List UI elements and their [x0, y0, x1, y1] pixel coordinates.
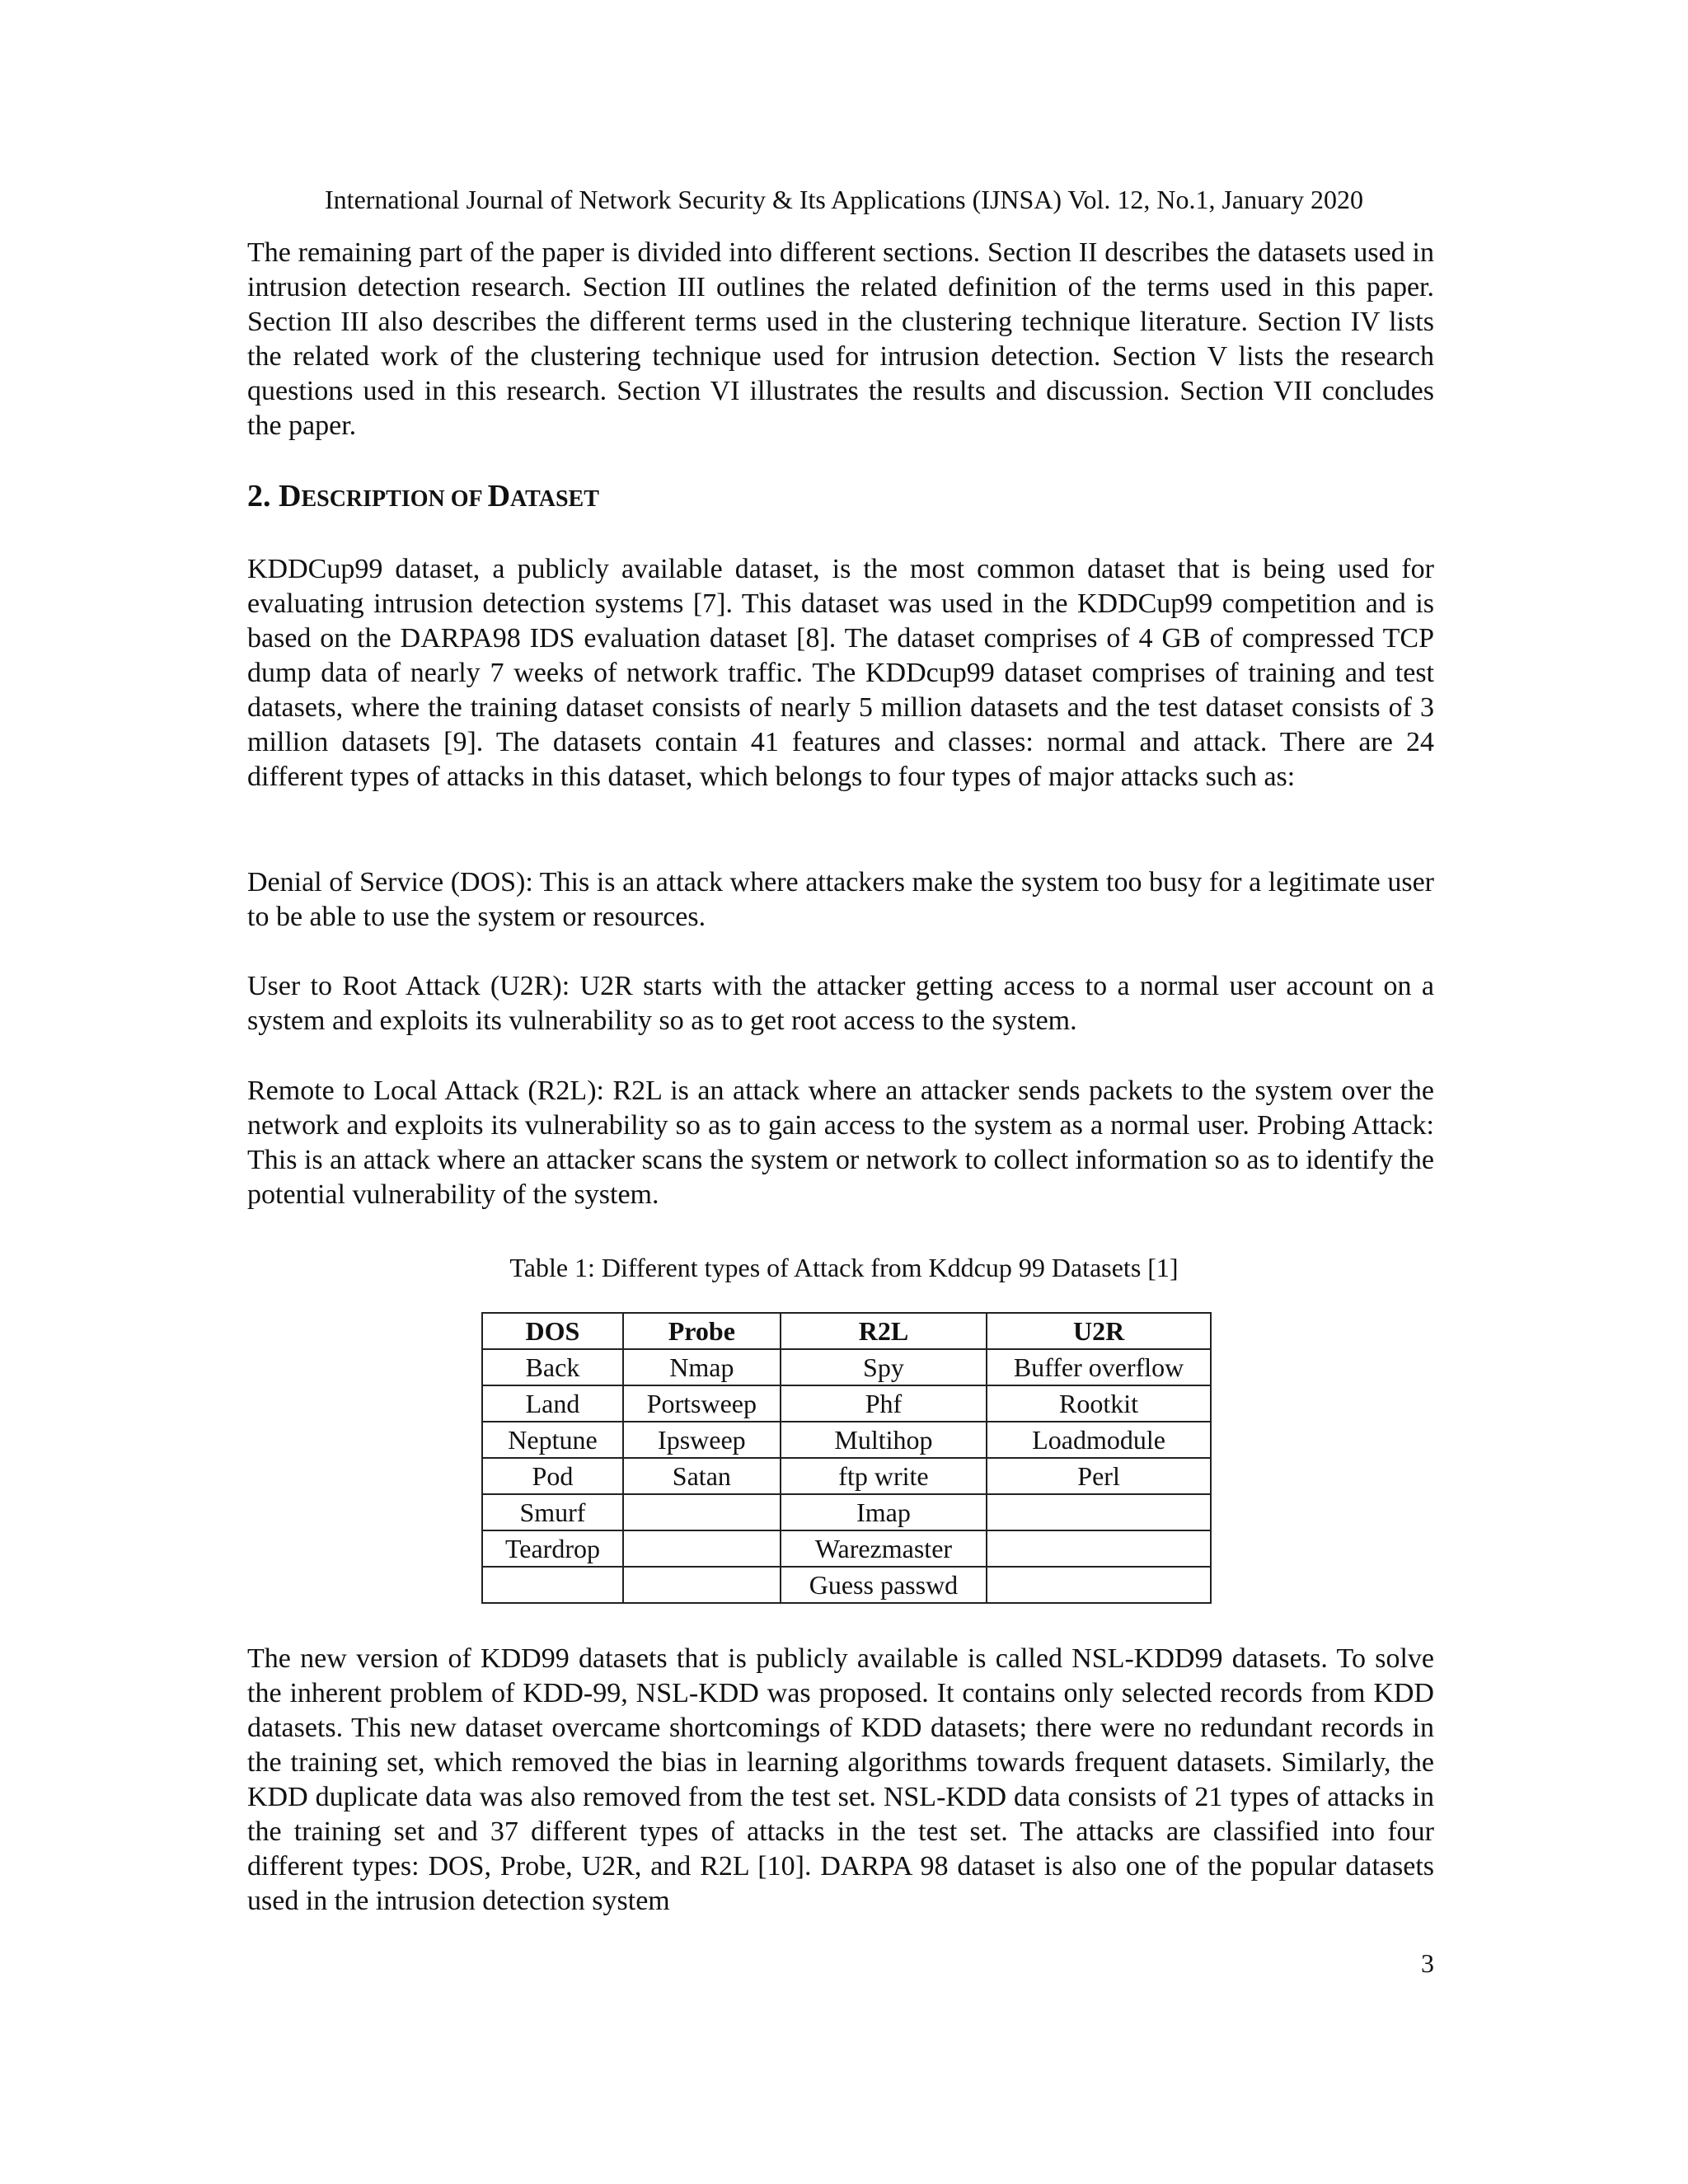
table-header-cell: Probe [623, 1313, 781, 1349]
attack-types-table [481, 1312, 1212, 1604]
section-heading [247, 476, 599, 519]
table-header-cell: R2L [781, 1313, 987, 1349]
dos-paragraph: Denial of Service (DOS): This is an attack where attackers make the system too busy for a legitimate user to be able to use the system or resources. [247, 867, 1434, 932]
table-cell: Back [482, 1349, 623, 1385]
table-cell [623, 1530, 781, 1567]
nsl-kdd-paragraph: The new version of KDD99 datasets that is publicly available is called NSL-KDD99 datasets. To solve the inherent problem of KDD-99, NSL-KDD was proposed. It contains only selected records from KDD datasets. This new dataset overcame shortcomings of KDD datasets; there were no redundant records in the training set, which removed the bias in learning algorithms towards frequent datasets. Similarly, the KDD duplicate data was also removed from the test set. NSL-KDD data consists of 21 types of attacks in the training set and 37 different types of attacks in the test set. The attacks are classified into four different types: DOS, Probe, U2R, and R2L [10]. DARPA 98 dataset is also one of the popular datasets used in the intrusion detection system [247, 1643, 1434, 1916]
running-header: International Journal of Network Security & Its Applications (IJNSA) Vol. 12, No.1, January 2020 [325, 185, 1363, 214]
r2l-paragraph: Remote to Local Attack (R2L): R2L is an attack where an attacker sends packets to the system over the network and exploits its vulnerability so as to gain access to the system as a normal user. Probing Attack: This is an attack where an attacker scans the system or network to collect information so as to identify the potential vulnerability of the system. [247, 1076, 1434, 1210]
table-cell: Nmap [623, 1349, 781, 1385]
table-header-cell: DOS [482, 1313, 623, 1349]
table-cell: Guess passwd [781, 1567, 987, 1603]
table-cell: ftp write [781, 1458, 987, 1494]
page-number: 3 [1421, 1948, 1434, 1978]
table-cell [987, 1567, 1211, 1603]
table-cell: Imap [781, 1494, 987, 1530]
table-cell [482, 1567, 623, 1603]
table-cell: Loadmodule [987, 1422, 1211, 1458]
table-cell [987, 1494, 1211, 1530]
table-header-cell: U2R [987, 1313, 1211, 1349]
table-cell [623, 1567, 781, 1603]
table-cell: Smurf [482, 1494, 623, 1530]
table-cell: Ipsweep [623, 1422, 781, 1458]
table-row [482, 1458, 1211, 1494]
kddcup-paragraph: KDDCup99 dataset, a publicly available dataset, is the most common dataset that is being used for evaluating intrusion detection systems [7]. This dataset was used in the KDDCup99 competition and is based on the DARPA98 IDS evaluation dataset [8]. The dataset comprises of 4 GB of compressed TCP dump data of nearly 7 weeks of network traffic. The KDDcup99 dataset comprises of training and test datasets, where the training dataset consists of nearly 5 million datasets and the test dataset consists of 3 million datasets [9]. The datasets contain 41 features and classes: normal and attack. There are 24 different types of attacks in this dataset, which belongs to four types of major attacks such as: [247, 554, 1434, 792]
table-cell: Multihop [781, 1422, 987, 1458]
table-cell: Neptune [482, 1422, 623, 1458]
table-cell: Land [482, 1385, 623, 1422]
table-cell: Spy [781, 1349, 987, 1385]
table-cell: Teardrop [482, 1530, 623, 1567]
table-cell: Rootkit [987, 1385, 1211, 1422]
table-row [482, 1422, 1211, 1458]
table-cell: Portsweep [623, 1385, 781, 1422]
table-header-row [482, 1313, 1211, 1349]
table-row [482, 1530, 1211, 1567]
table-row [482, 1385, 1211, 1422]
table-cell: Pod [482, 1458, 623, 1494]
table-row [482, 1349, 1211, 1385]
table-row [482, 1567, 1211, 1603]
table-cell: Perl [987, 1458, 1211, 1494]
table-cell: Warezmaster [781, 1530, 987, 1567]
table-cell [623, 1494, 781, 1530]
table-row [482, 1494, 1211, 1530]
u2r-paragraph: User to Root Attack (U2R): U2R starts with the attacker getting access to a normal user account on a system and exploits its vulnerability so as to get root access to the system. [247, 971, 1434, 1036]
table-cell: Satan [623, 1458, 781, 1494]
table-cell: Phf [781, 1385, 987, 1422]
section-title: DESCRIPTION OF DATASET [279, 479, 599, 513]
intro-paragraph: The remaining part of the paper is divided into different sections. Section II describes the datasets used in intrusion detection research. Section III outlines the related definition of the terms used in this paper. Section III also describes the different terms used in the clustering technique literature. Section IV lists the related work of the clustering technique used for intrusion detection. Section V lists the research questions used in this research. Section VI illustrates the results and discussion. Section VII concludes the paper. [247, 237, 1434, 441]
table-cell [987, 1530, 1211, 1567]
table-caption: Table 1: Different types of Attack from Kddcup 99 Datasets [1] [509, 1253, 1179, 1282]
table-cell: Buffer overflow [987, 1349, 1211, 1385]
section-number: 2. [247, 479, 271, 513]
